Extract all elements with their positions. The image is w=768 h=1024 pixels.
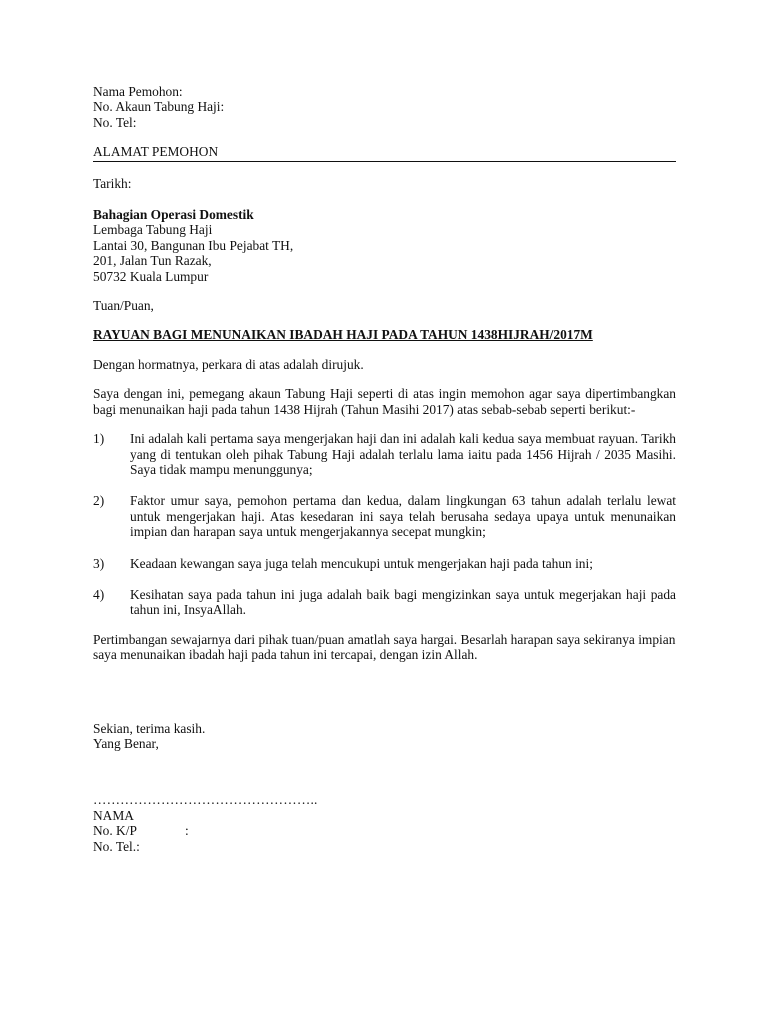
letter-page: [93, 84, 676, 854]
signature-ic-label: No. K/P: [93, 823, 137, 839]
signature-name-label: NAMA: [93, 807, 134, 823]
recipient-address: [93, 207, 676, 284]
intro-paragraph: Saya dengan ini, pemegang akaun Tabung Haji seperti di atas ingin memohon agar saya dipertimbangkan bagi menunaikan haji pada tahun 1438 Hijrah (Tahun Masihi 2017) atas sebab-sebab seperti berikut:-: [93, 386, 676, 417]
closing-block: [93, 721, 676, 752]
recipient-org: Lembaga Tabung Haji: [93, 222, 213, 238]
list-item: [93, 556, 676, 571]
conclusion-paragraph: Pertimbangan sewajarnya dari pihak tuan/puan amatlah saya hargai. Besarlah harapan saya sekiranya impian saya menunaikan ibadah haji pada tahun ini tercapai, dengan izin Allah.: [93, 631, 676, 663]
recipient-line3: 50732 Kuala Lumpur: [93, 268, 209, 284]
letter-subject: RAYUAN BAGI MENUNAIKAN IBADAH HAJI PADA TAHUN 1438HIJRAH/2017M: [93, 327, 593, 343]
list-item-number: 4): [93, 586, 105, 602]
applicant-account-label: No. Akaun Tabung Haji:: [93, 99, 225, 115]
list-item-text: Ini adalah kali pertama saya mengerjakan haji dan ini adalah kali kedua saya membuat rayuan. Tarikh yang di tentukan oleh pihak Tabung Haji adalah terlalu lama iaitu pada 1456 Hijrah / 2035 Masihi. Saya tidak mampu menunggunya;: [130, 431, 676, 477]
signature-tel-label: No. Tel.:: [93, 838, 140, 854]
list-item-text: Kesihatan saya pada tahun ini juga adalah baik bagi mengizinkan saya untuk megerjakan haji pada tahun ini, InsyaAllah.: [130, 586, 676, 618]
salutation: Tuan/Puan,: [93, 298, 154, 314]
list-item-text: Keadaan kewangan saya juga telah mencukupi untuk mengerjakan haji pada tahun ini;: [130, 555, 593, 571]
list-item: [93, 431, 676, 477]
list-item-number: 1): [93, 431, 105, 447]
applicant-details: [93, 84, 676, 130]
date-label: Tarikh:: [93, 175, 132, 191]
signature-ic-row: [93, 823, 676, 838]
list-item-number: 2): [93, 493, 105, 509]
list-item: [93, 587, 676, 618]
list-item-text: Faktor umur saya, pemohon pertama dan kedua, dalam lingkungan 63 tahun adalah terlalu lewat untuk mengerjakan haji. Atas kesedaran ini saya telah berusaha sedaya upaya untuk menunaikan impian dan harapan saya untuk mengerjakannya secepat mungkin;: [130, 493, 676, 540]
opening-line: Dengan hormatnya, perkara di atas adalah dirujuk.: [93, 356, 364, 372]
list-item: [93, 493, 676, 539]
recipient-department: Bahagian Operasi Domestik: [93, 207, 254, 223]
signature-ic-colon: :: [185, 823, 189, 839]
list-item-number: 3): [93, 555, 105, 571]
reasons-list: [93, 431, 676, 618]
applicant-tel-label: No. Tel:: [93, 114, 137, 130]
closing-sincerely: Yang Benar,: [93, 735, 159, 751]
address-heading: ALAMAT PEMOHON: [93, 144, 676, 161]
applicant-name-label: Nama Pemohon:: [93, 84, 183, 99]
recipient-line1: Lantai 30, Bangunan Ibu Pejabat TH,: [93, 237, 294, 253]
recipient-line2: 201, Jalan Tun Razak,: [93, 253, 212, 269]
closing-thanks: Sekian, terima kasih.: [93, 720, 206, 736]
signature-line: …………………………………………..: [93, 792, 318, 808]
